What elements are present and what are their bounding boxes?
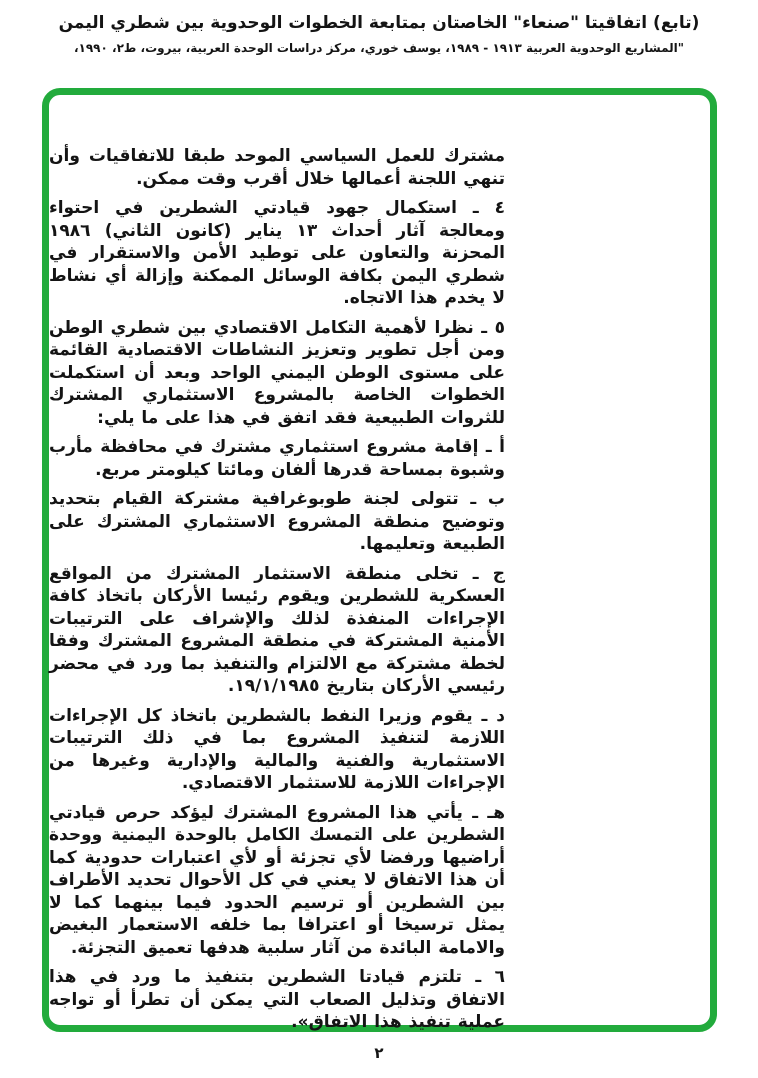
paragraph-item-d: د ـ يقوم وزيرا النفط بالشطرين باتخاذ كل الإجراءات اللازمة لتنفيذ المشروع بما في ذلك الترتيبات الاستثمارية والفنية والمالية والإدارية وغيرها من الإجراءات اللازمة للاستثمار الاقتصادي. — [49, 705, 505, 793]
document-body — [49, 145, 505, 1034]
paragraph-item-4: ٤ ـ استكمال جهود قيادتي الشطرين في احتواء ومعالجة آثار أحداث ١٣ يناير (كانون الثاني) ١٩٨٦ المحزنة والتعاون على توطيد الأمن والاستقرار في شطري اليمن بكافة الوسائل الممكنة وإزالة أي نشاط لا يخدم هذا الاتجاه. — [49, 198, 505, 308]
paragraph-item-a: أ ـ إقامة مشروع استثماري مشترك في محافظة مأرب وشبوة بمساحة قدرها ألفان ومائتا كيلومتر مربع. — [49, 437, 505, 480]
paragraph-item-6: ٦ ـ تلتزم قيادتا الشطرين بتنفيذ ما ورد في هذا الاتفاق وتذليل الصعاب التي يمكن أن تطرأ أو تواجه عملية تنفيذ هذا الاتفاق». — [49, 967, 505, 1032]
page-header — [0, 0, 758, 55]
paragraph-item-h: هـ ـ يأتي هذا المشروع المشترك ليؤكد حرص قيادتي الشطرين على التمسك الكامل بالوحدة اليمنية ووحدة أراضيها ورفضا لأي تجزئة أو لأي اعتبارات حدودية كما أن هذا الاتفاق لا يعني في كل الأحوال تحديد الأطراف بين الشطرين أو ترسيم الحدود فيما بينهما كما لا يمثل ترسيخا أو اعترافا بما خلفه الاستعمار البغيض والامامة البائدة من آثار سلبية هدفها تعميق التجزئة. — [49, 802, 505, 958]
paragraph-continuation: مشترك للعمل السياسي الموحد طبقا للاتفاقيات وأن تنهي اللجنة أعمالها خلال أقرب وقت ممكن. — [49, 146, 505, 189]
paragraph-item-b: ب ـ تتولى لجنة طوبوغرافية مشتركة القيام بتحديد وتوضيح منطقة المشروع الاستثماري المشترك على الطبيعة وتعليمها. — [49, 489, 505, 554]
paragraph-item-5: ٥ ـ نظرا لأهمية التكامل الاقتصادي بين شطري الوطن ومن أجل تطوير وتعزيز النشاطات الاقتصادية القائمة على مستوى الوطن اليمني الواحد وبعد أن استكملت الخطوات الخاصة بالمشروع الاستثماري المشترك للثروات الطبيعية فقد اتفق في هذا على ما يلي: — [49, 317, 505, 428]
page-number: ٢ — [374, 1044, 384, 1062]
green-border-frame — [42, 88, 717, 1032]
header-title: (تابع) اتفاقيتا "صنعاء" الخاصتان بمتابعة الخطوات الوحدوية بين شطري اليمن — [58, 13, 700, 33]
header-source-citation: "المشاريع الوحدوية العربية ١٩١٣ - ١٩٨٩، يوسف خوري، مركز دراسات الوحدة العربية، بيروت، ط٢، ١٩٩٠، — [73, 41, 685, 55]
paragraph-item-j: ج ـ تخلى منطقة الاستثمار المشترك من المواقع العسكرية للشطرين ويقوم رئيسا الأركان باتخاذ كافة الإجراءات المنفذة لذلك والإشراف على الترتيبات الأمنية المشتركة في منطقة المشروع المشترك وفقا لخطة مشتركة مع الالتزام والتنفيذ بما ورد في محضر رئيسي الأركان بتاريخ ١٩/١/١٩٨٥. — [49, 563, 505, 696]
